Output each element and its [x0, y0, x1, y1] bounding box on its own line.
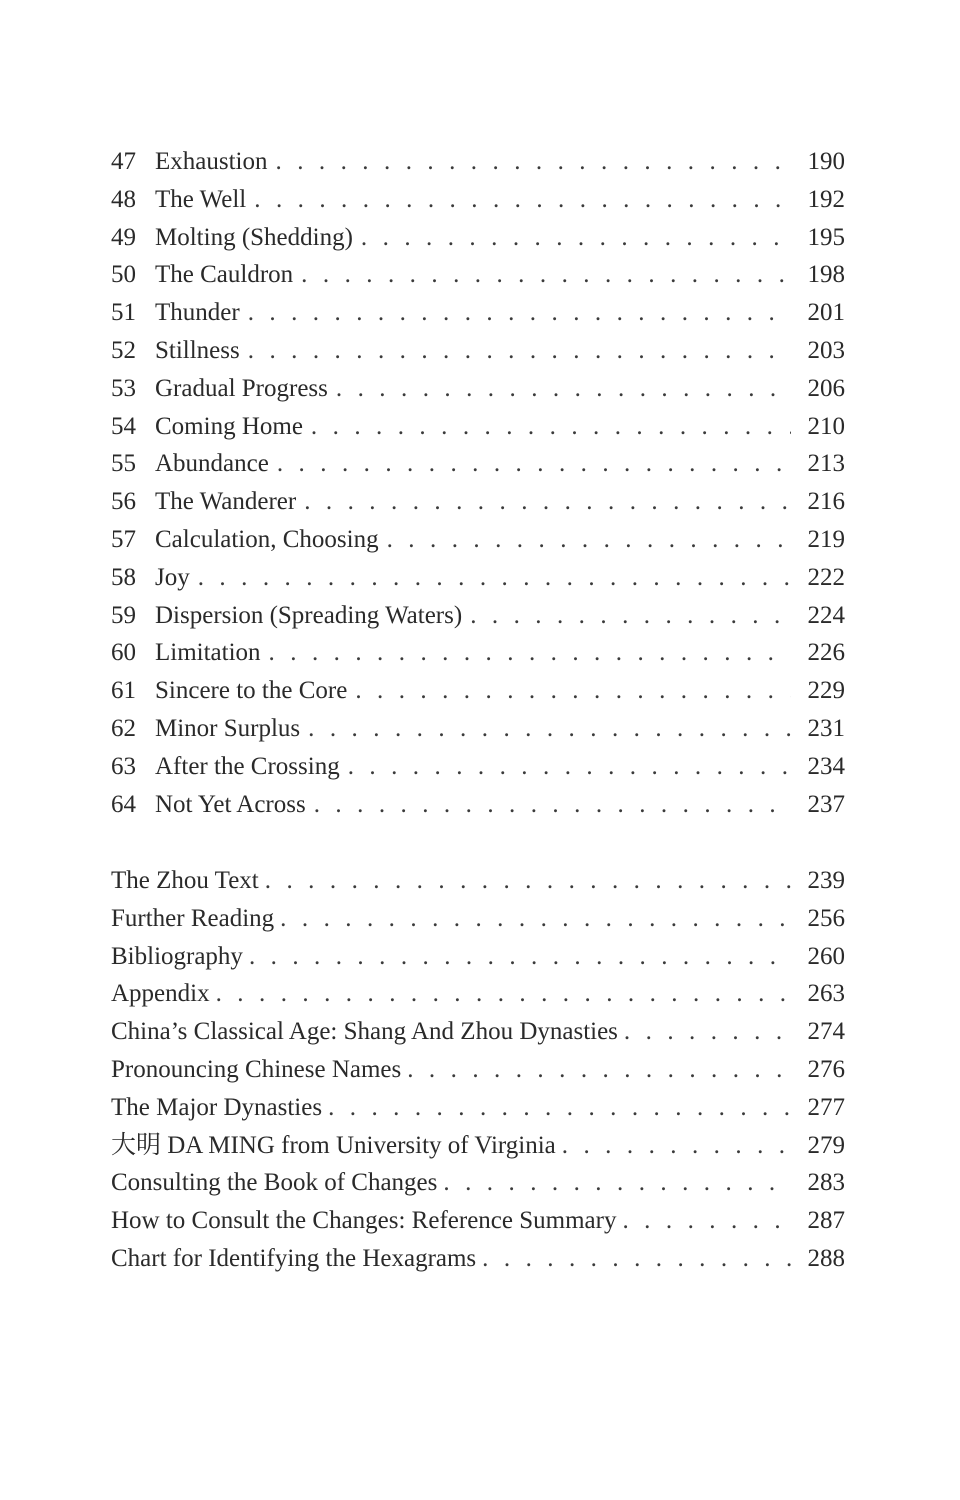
toc-entry[interactable] — [111, 370, 845, 408]
entry-title: Abundance — [155, 450, 269, 478]
entry-page: 260 — [807, 942, 845, 970]
entry-title: Dispersion (Spreading Waters) — [155, 601, 463, 629]
toc-back-matter-list — [111, 862, 845, 1278]
entry-page: 239 — [807, 867, 845, 894]
entry-title: Consulting the Book of Changes — [111, 1169, 438, 1197]
entry-page: 287 — [807, 1207, 845, 1235]
toc-entry[interactable] — [111, 143, 845, 181]
toc-entry[interactable] — [111, 332, 845, 370]
dot-leader — [249, 938, 791, 976]
entry-number: 55 — [111, 450, 136, 478]
entry-page: 277 — [807, 1093, 845, 1121]
entry-title: Calculation, Choosing — [155, 525, 379, 553]
entry-title: Minor Surplus — [155, 714, 301, 742]
entry-number: 50 — [111, 261, 136, 289]
entry-number: 48 — [111, 185, 136, 213]
toc-entry[interactable] — [111, 445, 845, 483]
entry-title: The Cauldron — [155, 261, 294, 289]
toc-entry[interactable] — [111, 710, 845, 748]
entry-number: 64 — [111, 790, 136, 818]
entry-number: 60 — [111, 639, 136, 667]
dot-leader — [308, 710, 791, 748]
entry-title: Molting (Shedding) — [155, 223, 353, 251]
toc-entry[interactable] — [111, 786, 845, 824]
dot-leader — [562, 1127, 791, 1165]
entry-number: 57 — [111, 525, 136, 553]
toc-entry[interactable] — [111, 748, 845, 786]
entry-page: 256 — [807, 904, 845, 932]
dot-leader — [355, 672, 791, 710]
entry-page: 279 — [807, 1131, 845, 1159]
toc-entry[interactable] — [111, 181, 845, 219]
entry-title: The Wanderer — [155, 488, 297, 516]
toc-entry[interactable] — [111, 1127, 845, 1165]
entry-page: 276 — [807, 1055, 845, 1083]
entry-number: 61 — [111, 677, 136, 705]
entry-title: Bibliography — [111, 942, 243, 970]
entry-title: The Well — [155, 185, 247, 213]
dot-leader — [198, 559, 791, 597]
dot-leader — [314, 786, 791, 824]
dot-leader — [277, 445, 791, 483]
entry-page: 206 — [807, 374, 845, 402]
toc-entry[interactable] — [111, 1089, 845, 1127]
dot-leader — [301, 256, 791, 294]
entry-number: 52 — [111, 336, 136, 364]
toc-entry[interactable] — [111, 672, 845, 710]
entry-number: 49 — [111, 223, 136, 251]
entry-title: Joy — [155, 563, 190, 591]
toc-entry[interactable] — [111, 521, 845, 559]
entry-title: Stillness — [155, 336, 240, 364]
dot-leader — [280, 900, 791, 938]
dot-leader — [387, 521, 791, 559]
dot-leader — [361, 219, 791, 257]
toc-entry[interactable] — [111, 975, 845, 1013]
entry-page: 195 — [807, 223, 845, 251]
entry-page: 219 — [807, 525, 845, 553]
dot-leader — [622, 1202, 791, 1240]
toc-entry[interactable] — [111, 634, 845, 672]
toc-entry[interactable] — [111, 1202, 845, 1240]
entry-page: 201 — [807, 299, 845, 327]
dot-leader — [470, 597, 791, 635]
toc-entry[interactable] — [111, 256, 845, 294]
entry-page: 210 — [807, 412, 845, 440]
entry-title: Further Reading — [111, 904, 275, 932]
entry-page: 274 — [807, 1018, 845, 1046]
entry-page: 222 — [807, 563, 845, 591]
entry-page: 213 — [807, 450, 845, 478]
entry-number: 53 — [111, 374, 136, 402]
toc-entry[interactable] — [111, 938, 845, 976]
entry-title: Exhaustion — [155, 148, 268, 175]
entry-title: Gradual Progress — [155, 374, 328, 402]
dot-leader — [254, 181, 791, 219]
toc-entry[interactable] — [111, 900, 845, 938]
toc-entry[interactable] — [111, 219, 845, 257]
entry-number: 63 — [111, 752, 136, 780]
entry-title: Appendix — [111, 980, 210, 1008]
dot-leader — [407, 1051, 791, 1089]
entry-title: Sincere to the Core — [155, 677, 348, 705]
entry-title: Pronouncing Chinese Names — [111, 1055, 402, 1083]
toc-entry[interactable] — [111, 408, 845, 446]
entry-page: 288 — [807, 1244, 845, 1272]
toc-entry[interactable] — [111, 862, 845, 900]
entry-title: The Zhou Text — [111, 867, 259, 894]
toc-entry[interactable] — [111, 483, 845, 521]
entry-title: Not Yet Across — [155, 790, 306, 818]
entry-number: 51 — [111, 299, 136, 327]
entry-number: 62 — [111, 714, 136, 742]
dot-leader — [443, 1164, 791, 1202]
entry-title: The Major Dynasties — [111, 1093, 323, 1121]
toc-entry[interactable] — [111, 1051, 845, 1089]
entry-page: 234 — [807, 752, 845, 780]
entry-page: 283 — [807, 1169, 845, 1197]
entry-number: 58 — [111, 563, 136, 591]
entry-page: 216 — [807, 488, 845, 516]
toc-entry[interactable] — [111, 597, 845, 635]
entry-title: After the Crossing — [155, 752, 340, 780]
dot-leader — [311, 408, 791, 446]
toc-entry[interactable] — [111, 1164, 845, 1202]
dot-leader — [328, 1089, 791, 1127]
dot-leader — [624, 1013, 791, 1051]
entry-title: Limitation — [155, 639, 261, 667]
toc-entry[interactable] — [111, 294, 845, 332]
entry-page: 192 — [807, 185, 845, 213]
entry-title: 大明 DA MING from University of Virginia — [111, 1131, 556, 1159]
entry-number: 56 — [111, 488, 136, 516]
entry-page: 226 — [807, 639, 845, 667]
dot-leader — [336, 370, 791, 408]
entry-title: Coming Home — [155, 412, 303, 440]
entry-title: Chart for Identifying the Hexagrams — [111, 1244, 477, 1272]
dot-leader — [216, 975, 791, 1013]
entry-page: 229 — [807, 677, 845, 705]
entry-number: 59 — [111, 601, 136, 629]
toc-hexagram-list — [111, 143, 845, 823]
dot-leader — [276, 143, 792, 181]
entry-page: 190 — [807, 148, 845, 175]
dot-leader — [348, 748, 791, 786]
entry-page: 263 — [807, 980, 845, 1008]
toc-entry[interactable] — [111, 1240, 845, 1278]
entry-page: 198 — [807, 261, 845, 289]
entry-title: Thunder — [155, 299, 240, 327]
dot-leader — [248, 332, 791, 370]
entry-page: 231 — [807, 714, 845, 742]
entry-title: How to Consult the Changes: Reference Summary — [111, 1207, 617, 1235]
entry-number: 47 — [111, 148, 136, 175]
entry-title: China’s Classical Age: Shang And Zhou Dynasties — [111, 1018, 618, 1046]
toc-entry[interactable] — [111, 1013, 845, 1051]
entry-page: 224 — [807, 601, 845, 629]
entry-number: 54 — [111, 412, 136, 440]
dot-leader — [269, 634, 791, 672]
toc-entry[interactable] — [111, 559, 845, 597]
dot-leader — [265, 862, 791, 900]
entry-page: 237 — [807, 790, 845, 818]
entry-page: 203 — [807, 336, 845, 364]
dot-leader — [482, 1240, 791, 1278]
dot-leader — [304, 483, 791, 521]
dot-leader — [248, 294, 791, 332]
